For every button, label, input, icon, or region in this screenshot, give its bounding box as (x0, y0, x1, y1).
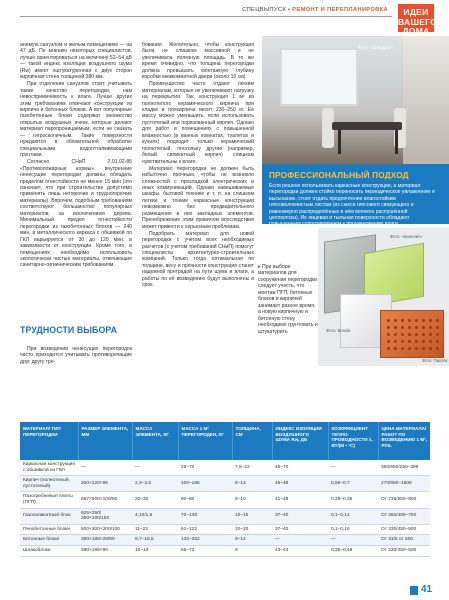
table-cell: Пазогребневые плиты (ПГП) (20, 492, 78, 508)
column-header: ИНДЕКС ИЗОЛЯЦИИ ВОЗДУШНОГО ШУМА Rw, ДБ (272, 422, 328, 460)
photo-table-leg (395, 130, 398, 154)
table-cell: Газосиликатный блок (20, 508, 78, 524)
photo-wall (403, 36, 449, 164)
article-column-1-continued (20, 346, 132, 366)
table-cell: 270/880–1800 (378, 476, 430, 492)
table-cell: 0,29–0,35 (328, 492, 378, 508)
article-column-1 (20, 42, 132, 269)
table-cell: 625×250/ 250×100/150 (78, 508, 132, 524)
paragraph: Преимущество часто отдают легким материалам, которые не увеличивают нагрузку на перекрытия. Так, конструкция 1 м² из полнотелого керамического кирпича при кладке в полкирпича весит 230–250 кг. Ее массу можно уменьшить, если использовать пустотелый или поризованный кирпич. Однако для работ в помещениях с повышенной влажностью (в ванных комнатах, туалетах и кухнях) подходит только керамический полнотелый, поскольку другие (например, белый силикатный кирпич) слишком чувствительны к влаге. (142, 81, 255, 165)
photo-credit: Фото: Bonolit (326, 328, 351, 333)
table-cell: 0,56–0,7 (328, 476, 378, 492)
column-header: МАТЕРИАЛ/ ТИП ПЕРЕГОРОДКИ (20, 422, 78, 460)
header-row (20, 422, 430, 460)
column-header: МАССА ЭЛЕМЕНТА, КГ (132, 422, 178, 460)
table-cell: 8–10 (232, 492, 272, 508)
table-cell: От 31/5 от 500 (378, 535, 430, 546)
table-cell: 37–40 (272, 524, 328, 535)
table-cell: 2,3–3,6 (132, 476, 178, 492)
table-cell: Бетонные блоки (20, 535, 78, 546)
interior-photo (262, 36, 449, 164)
table-cell: 10–13 (132, 545, 178, 556)
table-cell: — (272, 535, 328, 546)
table-cell: 61–122 (178, 524, 232, 535)
column-header: РАЗМЕР ЭЛЕМЕНТА, ММ (78, 422, 132, 460)
table-cell: 0,1–0,14 (328, 508, 378, 524)
table-cell: Каркасная конструкция с обшивкой из ГКЛ (20, 460, 78, 476)
table-cell: 60–80 (178, 492, 232, 508)
table-row (20, 476, 430, 492)
table-cell: — (328, 460, 378, 476)
table-cell: 8–13 (232, 476, 272, 492)
table-cell: Кирпич (полнотелый, пустотелый) (20, 476, 78, 492)
table-body (20, 460, 430, 556)
table-cell: 70–138 (178, 508, 232, 524)
table-cell: 20–30 (132, 492, 178, 508)
photo-credit: Фото: Скрепджен (358, 45, 393, 50)
table-cell: 45–48 (272, 476, 328, 492)
table-cell: 0,35–0,48 (328, 545, 378, 556)
table-cell: 37–40 (272, 508, 328, 524)
table-cell: От 735/500–800 (378, 492, 430, 508)
callout-body: Если решено использовать каркасные конструкции, а материал перегородки должен стойко переносить периодическое увлажнение и высыхание, стоит отдать предпочтение влагостойким гипсоволокнистым листам (из смеси гипсового связующего и равномерно распределённых в нём волокон распушённой целлюлозы). Их лицевая и тыльная поверхности обладают повышенным сопротивлением к проникновению влаги. (269, 183, 435, 228)
table-cell: 29–70 (178, 460, 232, 476)
table-cell: 250×120×65 (78, 476, 132, 492)
paragraph: бования. Желательно, чтобы конструкция была не слишком массивной и не увеличивала полезную площадь. В то же время очевидно, что толщина перегородки должна превышать монтажную глубину коробки межкомнатной двери (около 10 см). (142, 42, 254, 81)
table-cell: 10–15 (232, 508, 272, 524)
table-cell: 390×188×28/90 (78, 535, 132, 546)
paragraph: Материал перегородки не должен быть избыточно прочным, чтобы не возникло сложностей с прокладкой электрических и иных коммуникаций. Однако навешиваемые шкафы, бытовой технике и т. п. на слишком легкие и тонкие каркасные конструкции невозможно без предварительного размещения в них закладных элементов. Пренебрежение этим правилом впоследствии может привести к серьезным проблемам. (142, 165, 254, 230)
magazine-logo (398, 4, 438, 36)
section-name: СПЕЦВЫПУСК (242, 7, 286, 13)
side-note (258, 264, 318, 335)
table-cell: 4,10/1,6 (132, 508, 178, 524)
table-cell: От 230/450–500 (378, 545, 430, 556)
building-blocks-photo (318, 228, 449, 366)
table-cell: 390×188×90 (78, 545, 132, 556)
header-rule (20, 16, 392, 17)
table-cell: 7,5–22 (232, 460, 272, 476)
table-cell: — (132, 460, 178, 476)
subheading: ТРУДНОСТИ ВЫБОРА (20, 325, 118, 335)
table-row (20, 524, 430, 535)
paragraph: анемую санузлом и жилым помещением — на 47 дБ. По мнению некоторых специалистов, лучше ориентироваться на величину 52–54 дБ — такой индекс изоляции воздушного шума (Rw) имеет оштукатуренная с двух сторон кирпичная стена толщиной 380 мм. (20, 42, 132, 81)
table-cell: 9–12 (232, 535, 272, 546)
paragraph: При отделении санузлов стоит учитывать также качество перегородки, нам невосприимчивость к влаге. Лучше других этим требованиям отвечают конструкции из кирпича и бетонных блоков. А вот популярные газобетонные блоки содержат множество открытых воздушных ячеек, которые делают материал паропроницаемым, если не сказать — гигроскопичным. Такие поверхности нуждаются в обязательной обработке специальными водоотталкивающими грунтами. (20, 81, 132, 159)
table-row (20, 508, 430, 524)
table-cell: Пенобетонные блоки (20, 524, 78, 535)
table-header (20, 422, 430, 460)
column-header: МАССА 1 М² ПЕРЕГОРОДКИ, КГ (178, 422, 232, 460)
paragraph: Согласно СНиП 2.01.02-85 «Противопожарные нормы», внутренние ненесущие перегородки должны обладать пределом огнестойкости не менее 15 мин (это означает, что при строительстве допустимо применять лишь негорючие и трудногорючие материалы). Впрочем, подобным требованиям соответствуют большинство популярных материалов, за исключением дерева. Минимальный предел огнестойкости перегородки из газобетонных блоков — 240 мин, а металлического каркаса с обшивкой по ГКЛ варьируется от 30 до 120 мин, в зависимости от конструкции. Кроме того, в помещениях необходимо использовать экологически чистые материалы, отвечающие санитарно-гигиеническим требованиям. (20, 159, 132, 269)
table-cell: 11–22 (132, 524, 178, 535)
column-header: КОЭФФИЦИЕНТ ТЕПЛО-ПРОВОДНОСТИ λ, ВТ/(М • °С) (328, 422, 378, 460)
table-cell: 55–72 (178, 545, 232, 556)
section-separator: • (286, 7, 293, 13)
table-cell: 43–44 (272, 545, 328, 556)
side-note-text: При выборе материалов для сооружения перегородки следует учесть, что монтаж ПГП, бетонных блоков и кирпичей занимает разное время, а новую кирпичную и бетонную стену необходимо грунтовать и штукатурить (258, 264, 318, 335)
comparison-table (20, 422, 430, 557)
logo-line-2: ВАШЕГО (398, 16, 438, 27)
ceramic-brick (380, 310, 444, 358)
table-cell: 360/550/250–399 (378, 460, 430, 476)
table-row (20, 492, 430, 508)
page-number-bar (410, 586, 418, 595)
table-cell: 9 (232, 545, 272, 556)
table-cell: 132–252 (178, 535, 232, 546)
column-header: ТОЛЩИНА, СМ (232, 422, 272, 460)
section-topic: РЕМОНТ И ПЕРЕПЛАНИРОВКА (292, 7, 388, 13)
table-cell: 10–20 (232, 524, 272, 535)
photo-credit: Фото: «Бонолит» (390, 234, 423, 239)
paragraph: Подобрать материал для новой перегородки с учетом всех необходимых расчетов (с учетом требований СНиП) помогут специалисты архитектурно-строительных компаний. Только тогда оптимальная по толщине, весу и прочности конструкция станет надежной преградой на пути шума и влаги, а работы по её возведению будут выполнены в срок. (142, 230, 254, 289)
table-cell: 667×500×100/80 (78, 492, 132, 508)
table-row (20, 545, 430, 556)
page-number: 41 (421, 584, 433, 595)
section-label (238, 7, 388, 13)
table-cell: 0,1–0,16 (328, 524, 378, 535)
table-cell: — (78, 460, 132, 476)
photo-table (332, 122, 402, 130)
brick-holes (385, 317, 439, 351)
logo-line-3: ДОМА (402, 26, 430, 36)
callout-title: ПРОФЕССИОНАЛЬНЫЙ ПОДХОД (269, 171, 409, 180)
logo-line-1: ИДЕИ (403, 7, 429, 17)
running-header (0, 0, 449, 34)
table-cell: Шлакоблоки (20, 545, 78, 556)
article-column-2 (142, 42, 254, 289)
photo-window (280, 48, 358, 106)
photo-table-leg (338, 130, 341, 154)
table-row (20, 535, 430, 546)
table-cell: 9,7–18,5 (132, 535, 178, 546)
table-cell: 600×300×200/100 (78, 524, 132, 535)
table-cell: От 360/480–750 (378, 508, 430, 524)
paragraph: При возведении ненесущих перегородок часто приходится учитывать противоречащие друг другу тре- (20, 346, 132, 365)
table-cell: — (328, 535, 378, 546)
column-header: ЦЕНА МАТЕРИАЛА/ РАБОТ ПО ВОЗВЕДЕНИЮ 1 М², РУБ. (378, 422, 430, 460)
arrow-icon: ▸ (258, 264, 261, 270)
table-cell: 100–185 (178, 476, 232, 492)
callout-box (262, 164, 449, 228)
table-row (20, 460, 430, 476)
table-cell: 46–70 (272, 460, 328, 476)
table-cell: 41–48 (272, 492, 328, 508)
materials-table (20, 422, 430, 557)
photo-credit: Фото: Таштек (422, 358, 448, 363)
table-cell: От 330/450–500 (378, 524, 430, 535)
